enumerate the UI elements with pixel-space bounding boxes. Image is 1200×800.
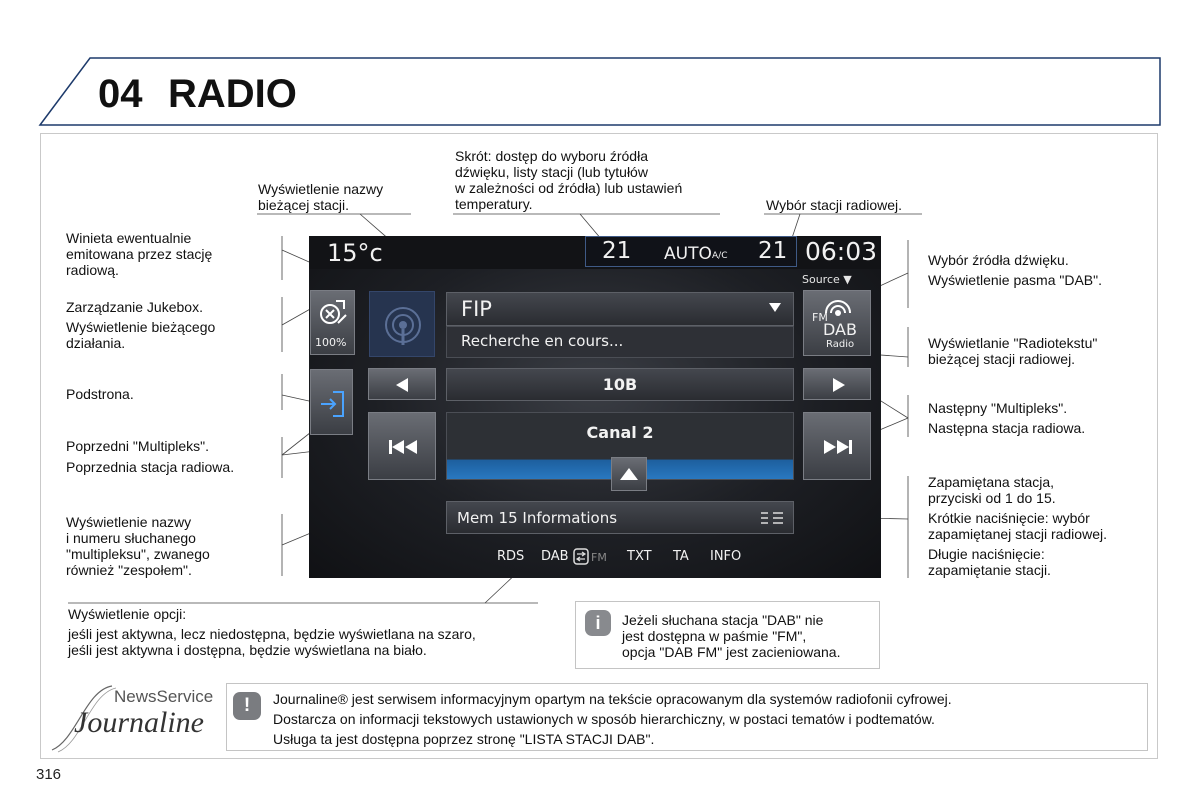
memory-preset[interactable] <box>446 501 794 534</box>
ac-sub: A/C <box>712 251 728 261</box>
previous-track-icon <box>387 438 419 456</box>
dab-sub-label: Radio <box>826 339 855 350</box>
ac-right-temp: 21 <box>758 238 788 264</box>
prev-multiplex-button[interactable] <box>368 368 436 400</box>
dab-label: DAB <box>823 320 857 339</box>
option-rds[interactable]: RDS <box>497 549 525 564</box>
ac-mode: AUTO <box>664 244 712 264</box>
info-note-text: Jeżeli słuchana stacja "DAB" nie jest dostępna w paśmie "FM", opcja "DAB FM" jest zacieniowana. <box>622 612 841 660</box>
jukebox-percent: 100% <box>315 336 347 349</box>
channel-label: Canal 2 <box>586 423 654 442</box>
option-fm[interactable]: FM <box>591 551 607 564</box>
fm-label: FM <box>812 311 828 324</box>
caption-memory: Zapamiętana stacja, przyciski od 1 do 15. Krótkie naciśnięcie: wybór zapamiętanej stacji radiowej. Długie naciśnięcie: zapamiętanie stacji. <box>928 474 1107 578</box>
caption-station-select: Wybór stacji radiowej. <box>766 197 903 213</box>
source-label: Source ▼ <box>802 273 852 286</box>
page-title: RADIO <box>168 72 297 116</box>
broadcast-icon <box>381 303 425 347</box>
caption-radiotext: Wyświetlanie "Radiotekstu" bieżącej stacji radiowej. <box>928 335 1098 367</box>
list-icon <box>759 510 785 526</box>
multiplex-label: 10B <box>602 375 638 394</box>
logo-newsservice: NewsService <box>114 687 214 706</box>
next-station-button[interactable] <box>803 412 871 480</box>
right-arrow-icon <box>833 378 845 392</box>
station-vignette <box>369 291 435 357</box>
station-select[interactable] <box>446 292 794 326</box>
journaline-logo <box>46 680 224 754</box>
option-txt[interactable]: TXT <box>627 549 652 564</box>
multiplex-display <box>446 368 794 401</box>
station-name: FIP <box>461 297 492 321</box>
clock: 06:03 <box>805 237 878 266</box>
radiotext-panel <box>446 326 794 358</box>
option-info[interactable]: INFO <box>710 549 742 564</box>
temperature: 15°c <box>327 239 383 267</box>
subpage-icon <box>319 390 347 418</box>
climate-shortcut[interactable] <box>585 236 797 267</box>
radiotext: Recherche en cours... <box>461 332 624 350</box>
dropdown-arrow-icon <box>769 303 781 312</box>
caption-multiplex-name: Wyświetlenie nazwy i numeru słuchanego "multipleksu", zwanego również "zespołem". <box>66 514 210 578</box>
caption-source: Wybór źródła dźwięku. Wyświetlenie pasma "DAB". <box>928 252 1102 288</box>
info-icon: i <box>585 610 611 636</box>
caption-options: Wyświetlenie opcji: jeśli jest aktywna, lecz niedostępna, będzie wyświetlana na szaro, jeśli jest aktywna i dostępna, będzie wyświetlana na biało. <box>68 606 476 658</box>
next-track-icon <box>822 438 854 456</box>
next-multiplex-button[interactable] <box>803 368 871 400</box>
ac-left-temp: 21 <box>602 238 632 264</box>
caption-vignette: Winieta ewentualnie emitowana przez stację radiową. <box>66 230 213 278</box>
subpage-button[interactable] <box>310 369 353 435</box>
jukebox-button[interactable] <box>310 290 355 355</box>
jukebox-icon <box>318 297 350 327</box>
caption-jukebox: Zarządzanie Jukebox. Wyświetlenie bieżącego działania. <box>66 299 216 351</box>
option-ta[interactable]: TA <box>673 549 689 564</box>
option-dab[interactable]: DAB <box>541 549 569 564</box>
caption-station-display: Wyświetlenie nazwy bieżącej stacji. <box>258 181 384 213</box>
prev-station-button[interactable] <box>368 412 436 480</box>
info-note <box>575 601 880 669</box>
journaline-note <box>226 683 1148 751</box>
warning-icon: ! <box>233 692 261 720</box>
list-up-button[interactable] <box>611 457 647 491</box>
logo-journaline: Journaline <box>74 706 204 739</box>
source-button[interactable] <box>803 290 871 356</box>
memory-label: Mem 15 Informations <box>457 509 618 527</box>
caption-subpage: Podstrona. <box>66 386 134 402</box>
caption-prev: Poprzedni "Multipleks". Poprzednia stacja radiowa. <box>66 438 235 475</box>
dab-fm-link-icon <box>573 548 589 565</box>
left-arrow-icon <box>396 378 408 392</box>
journaline-text: Journaline® jest serwisem informacyjnym opartym na tekście opracowanym dla systemów radiofonii cyfrowej. Dostarcza on informacji tekstowych ustawionych w sposób hierarchiczny, w postaci tematów i podtematów. Usługa ta jest dostępna poprzez stronę "LISTA STACJI DAB". <box>273 691 952 747</box>
caption-next: Następny "Multipleks". Następna stacja radiowa. <box>928 400 1086 436</box>
page-number: 316 <box>36 766 62 783</box>
radio-screen <box>309 236 881 578</box>
section-number: 04 <box>98 72 143 116</box>
up-arrow-icon <box>620 468 638 480</box>
caption-shortcut: Skrót: dostęp do wyboru źródła dźwięku, listy stacji (lub tytułów w zależności od źródła) lub ustawień temperatury. <box>455 148 683 212</box>
